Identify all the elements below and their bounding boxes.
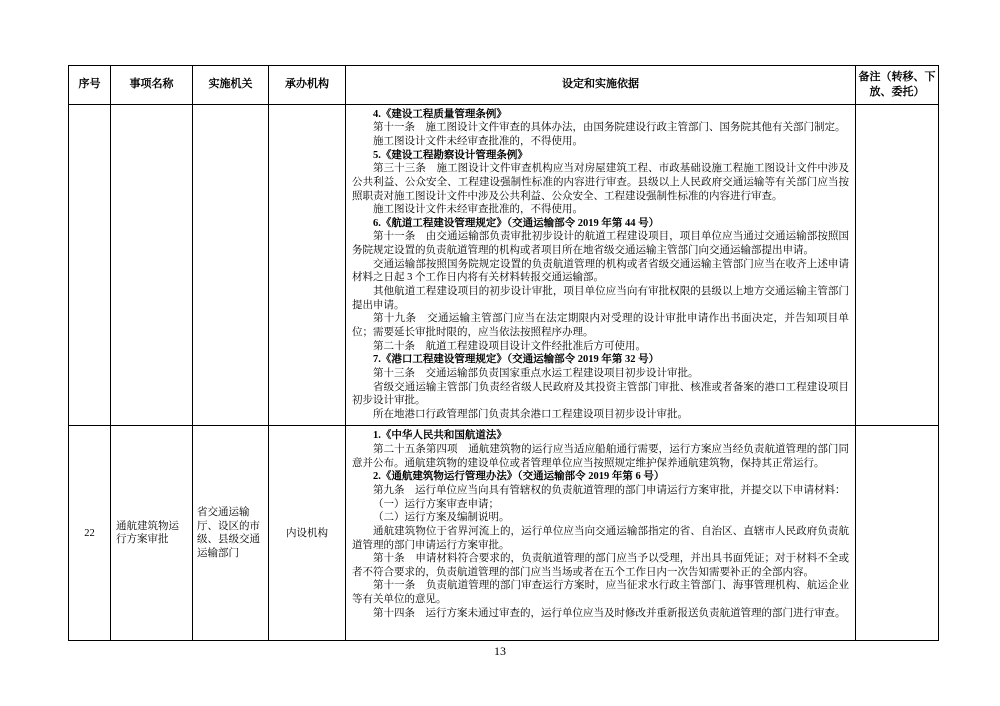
remark-cell (856, 104, 939, 426)
basis-paragraph: 第十九条 交通运输主管部门应当在法定期限内对受理的设计审批申请作出书面决定，并告知项目单位；需要延长审批时限的，应当依法按照程序办理。 (352, 313, 849, 338)
basis-paragraph: 6.《航道工程建设管理规定》（交通运输部令 2019 年第 44 号） (373, 217, 660, 229)
basis-paragraph: 第十一条 负责航道管理的部门审查运行方案时，应当征求水行政主管部门、海事管理机构、航运企业等有关单位的意见。 (352, 580, 849, 606)
basis-paragraph: 第十四条 运行方案未通过审查的，运行单位应当及时修改并重新报送负责航道管理的部门进行审查。 (373, 607, 846, 619)
header-legal-basis: 设定和实施依据 (346, 66, 856, 105)
table-row (69, 426, 939, 641)
remark-cell (856, 426, 939, 641)
approval-items-table (68, 65, 939, 641)
basis-paragraph: 其他航道工程建设项目的初步设计审批，项目单位应当向有审批权限的县级以上地方交通运输主管部门提出申请。 (352, 286, 849, 311)
header-implementing-agency: 实施机关 (193, 66, 269, 105)
basis-paragraph: 4.《建设工程质量管理条例》 (373, 108, 507, 120)
basis-paragraph: （一）运行方案审查申请； (373, 498, 499, 510)
basis-paragraph: 第九条 运行单位应当向具有管辖权的负责航道管理的部门申请运行方案审批，并提交以下申请材料： (373, 484, 846, 496)
basis-paragraph: 7.《港口工程建设管理规定》（交通运输部令 2019 年第 32 号） (373, 354, 660, 366)
handling-agency-cell (269, 104, 346, 426)
basis-paragraph: 施工图设计文件未经审查批准的，不得使用。 (373, 204, 583, 216)
basis-paragraph: 省级交通运输主管部门负责经省级人民政府及其投资主管部门审批、核准或者备案的港口工程建设项目初步设计审批。 (352, 381, 849, 407)
table-row (69, 104, 939, 426)
item-name-cell: 通航建筑物运行方案审批 (111, 426, 193, 641)
header-seq: 序号 (69, 66, 111, 105)
basis-paragraph: 第二十五条第四项 通航建筑物的运行应当适应船舶通行需要，运行方案应当经负责航道管理的部门同意并公布。通航建筑物的建设单位或者管理单位应当按照规定维护保养通航建筑物，保持其正常运行。 (352, 444, 849, 469)
seq-cell (69, 104, 111, 426)
legal-basis-cell (346, 104, 856, 426)
basis-paragraph: 第十三条 交通运输部负责国家重点水运工程建设项目初步设计审批。 (373, 367, 699, 379)
basis-paragraph: 第三十三条 施工图设计文件审查机构应当对房屋建筑工程、市政基础设施工程施工图设计文件中涉及公共利益、公众安全、工程建设强制性标准的内容进行审查。县级以上人民政府交通运输等有关部门应当按照职责对施工图设计文件中涉及公共利益、公众安全、工程建设强制性标准的内容进行审查。 (352, 163, 849, 202)
basis-paragraph: 5.《建设工程勘察设计管理条例》 (373, 149, 528, 161)
implementing-agency-cell (193, 104, 269, 426)
basis-paragraph: 第二十条 航道工程建设项目设计文件经批准后方可使用。 (373, 340, 646, 352)
basis-paragraph: 1.《中华人民共和国航道法》 (373, 430, 507, 442)
basis-paragraph: 第十一条 施工图设计文件审查的具体办法，由国务院建设行政主管部门、国务院其他有关部门制定。 (373, 122, 846, 134)
basis-paragraph: （二）运行方案及编制说明。 (373, 512, 510, 524)
basis-paragraph: 第十条 申请材料符合要求的，负责航道管理的部门应当予以受理，并出具书面凭证；对于材料不全或者不符合要求的，负责航道管理的部门应当当场或者在五个工作日内一次告知需要补正的全部内容。 (352, 553, 849, 578)
basis-paragraph: 施工图设计文件未经审查批准的，不得使用。 (373, 135, 583, 147)
implementing-agency-cell: 省交通运输厅、设区的市级、县级交通运输部门 (193, 426, 269, 641)
basis-paragraph: 第十一条 由交通运输部负责审批初步设计的航道工程建设项目，项目单位应当通过交通运输部按照国务院规定设置的负责航道管理的机构或者项目所在地省级交通运输主管部门向交通运输部提出申请。 (352, 231, 849, 257)
basis-paragraph: 所在地港口行政管理部门负责其余港口工程建设项目初步设计审批。 (373, 408, 688, 420)
page-number: 13 (494, 644, 506, 658)
basis-paragraph: 通航建筑物位于省界河流上的，运行单位应当向交通运输部指定的省、自治区、直辖市人民政府负责航道管理的部门申请运行方案审批。 (352, 525, 849, 551)
table-header-row (69, 66, 939, 105)
basis-paragraph: 交通运输部按照国务院规定设置的负责航道管理的机构或者省级交通运输主管部门应当在收齐上述申请材料之日起 3 个工作日内将有关材料转报交通运输部。 (352, 258, 849, 284)
header-remark: 备注（转移、下放、委托） (856, 66, 939, 105)
legal-basis-cell (346, 426, 856, 641)
handling-agency-cell: 内设机构 (269, 426, 346, 641)
seq-cell: 22 (69, 426, 111, 641)
header-item-name: 事项名称 (111, 66, 193, 105)
basis-paragraph: 2.《通航建筑物运行管理办法》（交通运输部令 2019 年第 6 号） (373, 471, 665, 483)
header-handling-agency: 承办机构 (269, 66, 346, 105)
item-name-cell (111, 104, 193, 426)
